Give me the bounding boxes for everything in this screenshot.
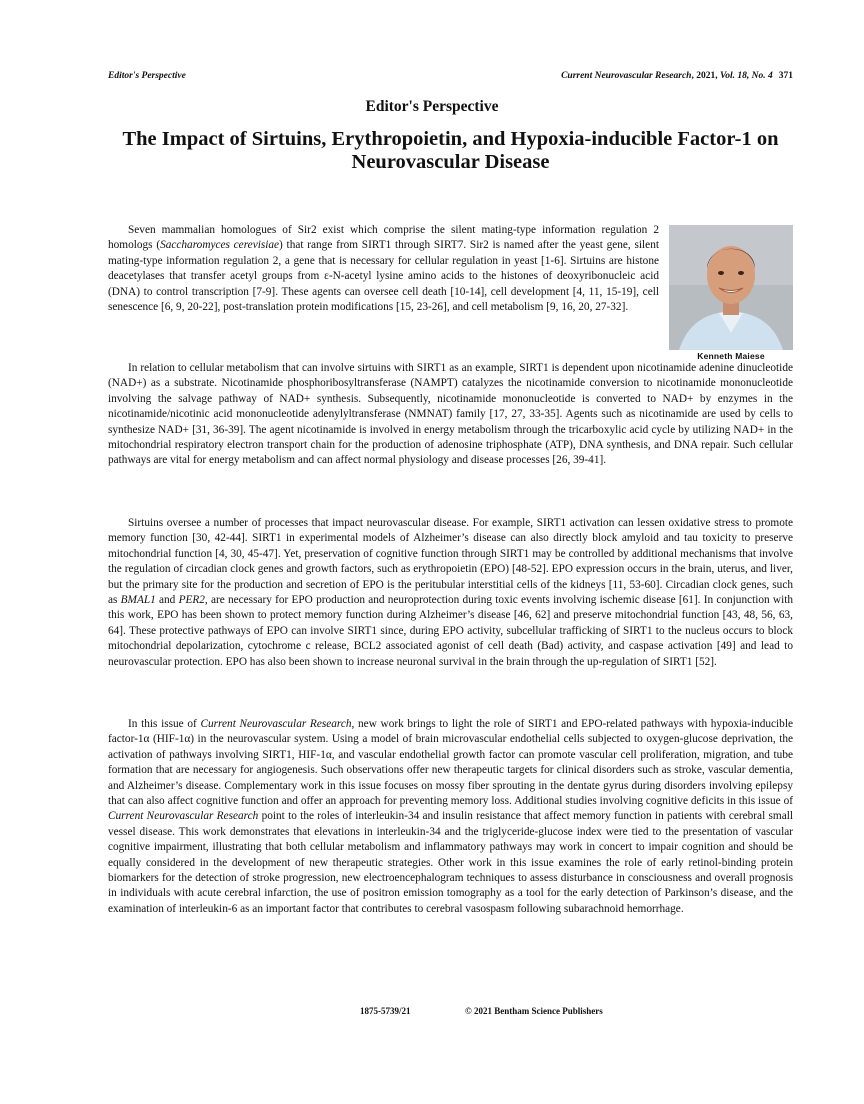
running-head: [108, 71, 793, 87]
running-head-journal: Current Neurovascular Research: [561, 71, 692, 81]
paragraph-3-text-c: , are necessary for EPO production and neuroprotection during toxic events involving ischemic disease [61]. In conjunction with this work, EPO has been shown to protect memory function during Alzheimer’s disease [46, 62] and preserve mitochondrial function [43, 48, 56, 63, 64]. These protective pathways of EPO can involve SIRT1 since, during EPO activity, subcellular trafficking of SIRT1 to the nucleus occurs to block mitochondrial depolarization, cytochrome c release, BCL2 associated agonist of cell death (Bad) activity, and caspase activation [49] and lead to neurovascular protection. EPO has also been shown to increase neuronal survival in the brain through the up-regulation of SIRT1 [52].: [108, 594, 793, 668]
species-name: Saccharomyces cerevisiae: [160, 239, 280, 252]
paragraph-1: [108, 223, 659, 315]
journal-name-1: Current Neurovascular Research: [200, 718, 352, 730]
paragraph-3: [108, 516, 793, 670]
paragraph-4: [108, 717, 793, 917]
paragraph-4-text-a: In this issue of: [128, 718, 201, 730]
running-head-citation: [561, 71, 793, 81]
paragraph-3-text-b: and: [155, 594, 179, 607]
section-label: Editor's Perspective: [365, 98, 499, 115]
journal-name-2: Current Neurovascular Research: [108, 810, 259, 823]
paragraph-4-text-c: point to the roles of interleukin-34 and insulin resistance that affect memory function in patients with cerebral small vessel disease. This work demonstrates that elevations in interleukin-34 and the triglyceride-glucose index were tied to the presentation of vascular cognitive impairment, illustrating that both cellular metabolism and inflammatory pathways may work in concert to impair cognition and should be equally considered in the development of new therapeutic strategies. Other work in this issue examines the role of early retinol-binding protein biomarkers for the detection of stroke progression, new electroencephalogram techniques to assess disturbance in consciousness and overall prognosis in individuals with acute cerebral infarction, the use of positron emission tomography as a tool for the early detection of Parkinson’s disease, and the examination of interleukin-6 as an important factor that contributes to cerebral vasospasm following subarachnoid hemorrhage.: [108, 810, 793, 915]
article-title: The Impact of Sirtuins, Erythropoietin, and Hypoxia-inducible Factor-1 on Neurovascular Disease: [122, 128, 779, 173]
paragraph-4-text-b: , new work brings to light the role of SIRT1 and EPO-related pathways with hypoxia-inducible factor-1α (HIF-1α) in the neurovascular system. Using a model of brain microvascular endothelial cells subjected to oxygen-glucose deprivation, the activation of pathways involving SIRT1, HIF-1α, and vascular endothelial growth factor can promote vascular cell proliferation, migration, and tube formation that are necessary for angiogenesis. Such observations offer new therapeutic targets for clinical disorders such as stroke, vascular dementia, and Alzheimer’s disease. Complementary work in this issue focuses on mossy fiber sprouting in the dentate gyrus during disorders involving epilepsy that can also affect cognitive function and offer an approach for preventing memory loss. Additional studies involving cognitive deficits in this issue of: [108, 718, 793, 808]
paragraph-2: [108, 361, 793, 469]
running-head-year: , 2021,: [691, 71, 720, 81]
photo-caption: Kenneth Maiese: [697, 351, 765, 361]
footer-copyright: © 2021 Bentham Science Publishers: [465, 1006, 603, 1016]
paragraph-3-text-a: Sirtuins oversee a number of processes that impact neurovascular disease. For example, SIRT1 activation can lessen oxidative stress to promote memory function [30, 42-44]. SIRT1 in experimental models of Alzheimer’s disease can also directly block amyloid and tau toxicity to preserve mitochondrial function [4, 30, 45-47]. Yet, preservation of cognitive function through SIRT1 may be controlled by additional mechanisms that involve the regulation of circadian clock genes and growth factors, such as erythropoietin (EPO) [48-52]. EPO expression occurs in the brain, uterus, and liver, but the primary site for the production and secretion of EPO is the peritubular interstitial cells of the kidneys [11, 53-60]. Circadian clock genes, such as: [108, 517, 793, 607]
paragraph-1-text-a: Seven mammalian homologues of Sir2 exist which comprise the silent mating-type information regulation 2 homologs (: [108, 224, 659, 252]
author-portrait-icon: [669, 225, 793, 350]
running-head-page: 371: [778, 71, 793, 81]
running-head-section: Editor's Perspective: [108, 71, 186, 81]
running-head-volume: Vol. 18, No. 4: [719, 71, 773, 81]
gene-name-bmal1: BMAL1: [120, 594, 156, 607]
footer-issn: 1875-5739/21: [360, 1006, 411, 1016]
paragraph-1-text-b: ) that range from SIRT1 through SIRT7. Sir2 is named after the yeast gene, silent mating-type information regulation 2, a gene that is necessary for cellular regulation in yeast [1-6]. Sirtuins are histone deacetylases that transfer acetyl groups from ε-N-acetyl lysine amino acids to the histones of deoxyribonucleic acid (DNA) to control transcription [7-9]. These agents can oversee cell death [10-14], cell development [4, 11, 15-19], cell senescence [6, 9, 20-22], post-translation protein modifications [15, 23-26], and cell metabolism [9, 16, 20, 27-32].: [108, 239, 659, 314]
gene-name-per2: PER2: [178, 594, 205, 607]
paragraph-2-text: In relation to cellular metabolism that can involve sirtuins with SIRT1 as an example, SIRT1 is dependent upon nicotinamide adenine dinucleotide (NAD+) as a substrate. Nicotinamide phosphoribosyltransferase (NAMPT) catalyzes the nicotinamide conversion to nicotinamide mononucleotide involving the salvage pathway of NAD+ synthesis. Subsequently, nicotinamide mononucleotide is converted to NAD+ by enzymes in the nicotinamide/nicotinic acid mononucleotide adenylyltransferase (NMNAT) family [17, 27, 33-35]. Agents such as nicotinamide are used by cells to synthesize NAD+ [31, 36-39]. The agent nicotinamide is involved in energy metabolism through the tricarboxylic acid cycle by utilizing NAD+ in the mitochondrial respiratory electron transport chain for the production of adenosine triphosphate (ATP), DNA synthesis, and DNA repair. Such cellular pathways are vital for energy metabolism and can affect normal physiology and disease processes [26, 39-41].: [108, 362, 793, 467]
